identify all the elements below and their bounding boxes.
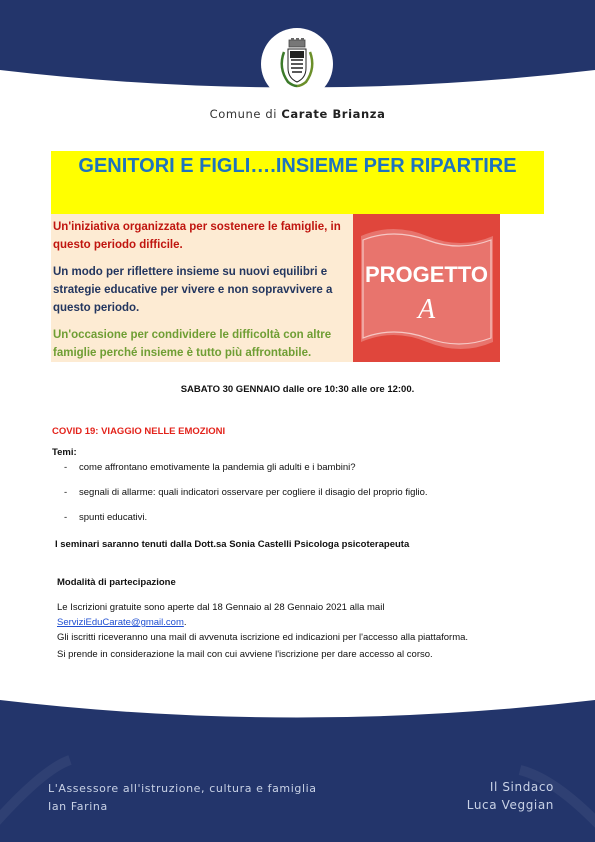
confirmation-info: Gli iscritti riceveranno una mail di avvenuta iscrizione ed indicazioni per l'accesso alla piattaforma. — [57, 632, 469, 643]
intro-paragraph-2: Un modo per riflettere insieme su nuovi equilibri e strategie educative per vivere e non sopravvivere a questo periodo. — [53, 266, 333, 314]
registration-info: Le Iscrizioni gratuite sono aperte dal 18 Gennaio al 28 Gennaio 2021 alla mail — [57, 602, 385, 613]
municipality-name: Comune di Carate Brianza — [209, 107, 386, 121]
flag-icon — [353, 214, 500, 362]
event-date: SABATO 30 GENNAIO dalle ore 10:30 alle ore 12:00. — [180, 384, 415, 395]
assessore-role: L'Assessore all'istruzione, cultura e famiglia — [48, 782, 317, 795]
email-line: ServiziEduCarate@gmail.com. — [57, 617, 187, 628]
event-title: GENITORI E FIGLI….INSIEME PER RIPARTIRE — [78, 155, 517, 177]
seminar-title: COVID 19: VIAGGIO NELLE EMOZIONI — [52, 426, 226, 437]
sindaco-role: Il Sindaco — [489, 780, 554, 794]
logo-letter: A — [417, 294, 436, 325]
intro-paragraph-1: Un'iniziativa organizzata per sostenere le famiglie, in questo periodo difficile. — [53, 221, 341, 251]
logo-word: PROGETTO — [364, 262, 489, 287]
progetto-a-logo — [353, 214, 500, 362]
topic-item: - come affrontano emotivamente la pandemia gli adulti e i bambini? — [64, 462, 356, 473]
topic-item: - segnali di allarme: quali indicatori osservare per cogliere il disagio del proprio figlio. — [64, 487, 428, 498]
email-link[interactable]: ServiziEduCarate@gmail.com — [57, 617, 184, 628]
sindaco-name: Luca Veggian — [466, 798, 554, 812]
topics-label: Temi: — [52, 447, 77, 458]
intro-paragraph-3: Un'occasione per condividere le difficoltà con altre famiglie perché insieme è tutto più affrontabile. — [53, 329, 332, 359]
topic-item: - spunti educativi. — [64, 512, 148, 523]
access-info: Si prende in considerazione la mail con cui avviene l'iscrizione per dare accesso al corso. — [57, 649, 433, 660]
footer-band — [0, 700, 595, 842]
municipal-crest-icon — [276, 38, 318, 90]
speaker-info: I seminari saranno tenuti dalla Dott.sa Sonia Castelli Psicologa psicoterapeuta — [55, 539, 410, 550]
participation-heading: Modalità di partecipazione — [57, 577, 176, 588]
assessore-name: Ian Farina — [48, 800, 108, 813]
